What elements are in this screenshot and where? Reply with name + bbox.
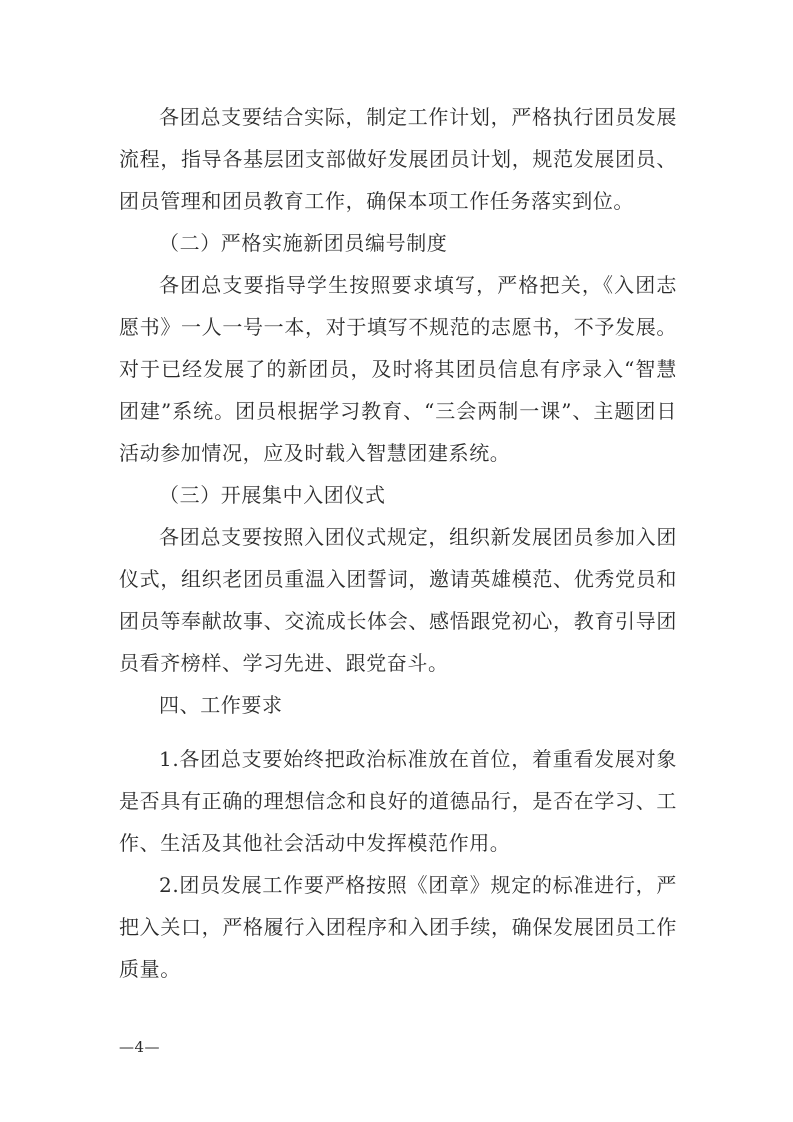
page-number: —4— — [119, 1038, 161, 1056]
body-paragraph: 各团总支要指导学生按照要求填写，严格把关，《入团志愿书》一人一号一本，对于填写不规范的志愿书，不予发展。对于已经发展了的新团员，及时将其团员信息有序录入“智慧团建”系统。团员根据学习教育、“三会两制一课”、主题团日活动参加情况，应及时载入智慧团建系统。 — [119, 273, 677, 465]
body-paragraph-item-1: 1.各团总支要始终把政治标准放在首位，着重看发展对象是否具有正确的理想信念和良好的道德品行，是否在学习、工作、生活及其他社会活动中发挥模范作用。 — [119, 747, 677, 855]
body-paragraph-continued: 各团总支要结合实际，制定工作计划，严格执行团员发展流程，指导各基层团支部做好发展团员计划，规范发展团员、团员管理和团员教育工作，确保本项工作任务落实到位。 — [119, 105, 677, 213]
body-paragraph: 各团总支要按照入团仪式规定，组织新发展团员参加入团仪式，组织老团员重温入团誓词，邀请英雄模范、优秀党员和团员等奉献故事、交流成长体会、感悟跟党初心，教育引导团员看齐榜样、学习先进、跟党奋斗。 — [119, 525, 677, 675]
chapter-heading-four: 四、工作要求 — [159, 693, 283, 717]
document-body — [119, 96, 677, 990]
section-heading-two: （二）严格实施新团员编号制度 — [159, 231, 448, 255]
section-heading-three: （三）开展集中入团仪式 — [159, 483, 386, 507]
body-paragraph-item-2: 2.团员发展工作要严格按照《团章》规定的标准进行，严把入关口，严格履行入团程序和入团手续，确保发展团员工作质量。 — [119, 873, 677, 981]
